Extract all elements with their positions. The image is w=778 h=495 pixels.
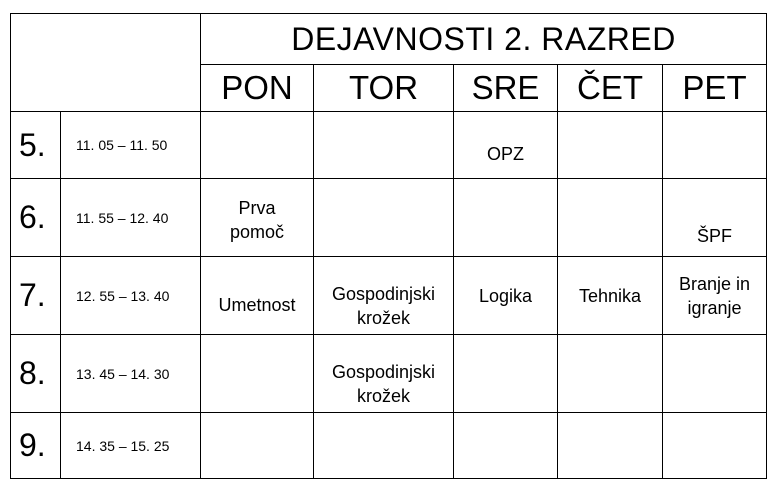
period-time: 11. 05 – 11. 50	[61, 112, 201, 179]
activity-cell	[663, 257, 767, 335]
day-header-tue: TOR	[314, 65, 454, 112]
period-number: 9.	[11, 413, 61, 479]
period-time: 12. 55 – 13. 40	[61, 257, 201, 335]
empty-corner-cell	[11, 14, 201, 112]
activity-cell	[314, 179, 454, 257]
period-number: 5.	[11, 112, 61, 179]
table-row	[11, 112, 767, 179]
day-header-wed: SRE	[454, 65, 558, 112]
activity-label: Prva pomoč	[229, 198, 285, 242]
table-row	[11, 179, 767, 257]
activity-cell	[454, 335, 558, 413]
table-row	[11, 257, 767, 335]
activity-cell	[454, 179, 558, 257]
day-header-fri: PET	[663, 65, 767, 112]
period-time: 13. 45 – 14. 30	[61, 335, 201, 413]
period-number: 7.	[11, 257, 61, 335]
period-number: 8.	[11, 335, 61, 413]
activity-cell: ŠPF	[663, 179, 767, 257]
activity-cell	[558, 413, 663, 479]
activity-cell	[663, 413, 767, 479]
activity-cell	[201, 179, 314, 257]
activities-schedule-table	[10, 13, 767, 479]
activity-cell	[201, 413, 314, 479]
table-row	[11, 335, 767, 413]
day-header-mon: PON	[201, 65, 314, 112]
activity-cell	[314, 257, 454, 335]
activity-cell	[314, 335, 454, 413]
activity-cell	[558, 179, 663, 257]
activity-label: Gospodinjski krožek	[331, 361, 436, 406]
activity-cell: Umetnost	[201, 257, 314, 335]
period-time: 11. 55 – 12. 40	[61, 179, 201, 257]
period-number: 6.	[11, 179, 61, 257]
period-time: 14. 35 – 15. 25	[61, 413, 201, 479]
activity-cell: OPZ	[454, 112, 558, 179]
activity-cell	[558, 112, 663, 179]
activity-cell	[314, 413, 454, 479]
schedule-title: DEJAVNOSTI 2. RAZRED	[201, 14, 767, 65]
activity-cell: Logika	[454, 257, 558, 335]
table-row	[11, 413, 767, 479]
activity-cell	[558, 335, 663, 413]
activity-label: Gospodinjski krožek	[331, 283, 436, 328]
activity-label: Branje in igranje	[678, 273, 751, 318]
activity-cell	[314, 112, 454, 179]
activity-cell	[663, 335, 767, 413]
day-header-thu: ČET	[558, 65, 663, 112]
activity-cell	[454, 413, 558, 479]
activity-cell: Tehnika	[558, 257, 663, 335]
activity-cell	[201, 335, 314, 413]
activity-cell	[663, 112, 767, 179]
activity-cell	[201, 112, 314, 179]
